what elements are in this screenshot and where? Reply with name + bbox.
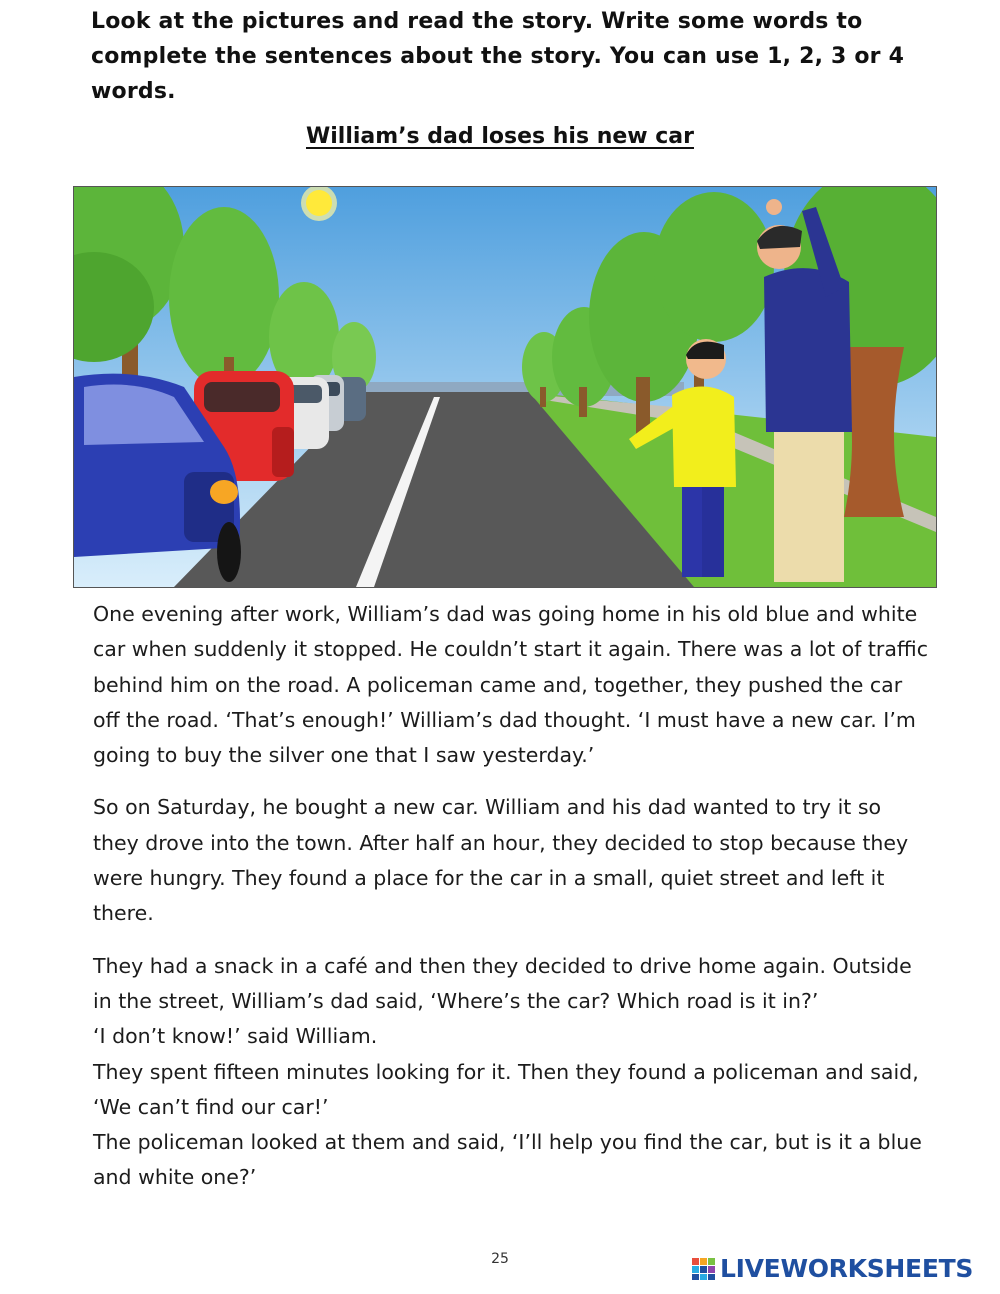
- page-number: 25: [491, 1251, 509, 1267]
- story-text: [93, 597, 928, 1196]
- story-paragraph-3: They had a snack in a café and then they decided to drive home again. Outside in the street, William’s dad said, ‘Where’s the car? Which road is it in?’: [93, 953, 912, 1013]
- story-line-find-policeman: They spent fifteen minutes looking for it. Then they found a policeman and said, ‘We can’t find our car!’: [93, 1059, 919, 1119]
- story-line-policeman-reply: The policeman looked at them and said, ‘I’ll help you find the car, but is it a blue and white one?’: [93, 1130, 922, 1190]
- instructions: Look at the pictures and read the story. Write some words to complete the sentences about the story. You can use 1, 2, 3 or 4 words.: [91, 9, 905, 104]
- brand-name: LIVEWORKSHEETS: [720, 1253, 974, 1283]
- liveworksheets-brand[interactable]: [691, 1252, 973, 1284]
- story-line-william-reply: ‘I don’t know!’ said William.: [93, 1024, 378, 1049]
- liveworksheets-logo-icon: [691, 1255, 717, 1281]
- story-illustration: [73, 186, 937, 588]
- story-title: William’s dad loses his new car: [306, 124, 694, 149]
- story-paragraph-2: So on Saturday, he bought a new car. William and his dad wanted to try it so they drove into the town. After half an hour, they decided to stop because they were hungry. They found a place for the car in a small, quiet street and left it there.: [93, 795, 909, 926]
- story-paragraph-1: One evening after work, William’s dad was going home in his old blue and white car when suddenly it stopped. He couldn’t start it again. There was a lot of traffic behind him on the road. A policeman came and, together, they pushed the car off the road. ‘That’s enough!’ William’s dad thought. ‘I must have a new car. I’m going to buy the silver one that I saw yesterday.’: [93, 602, 929, 768]
